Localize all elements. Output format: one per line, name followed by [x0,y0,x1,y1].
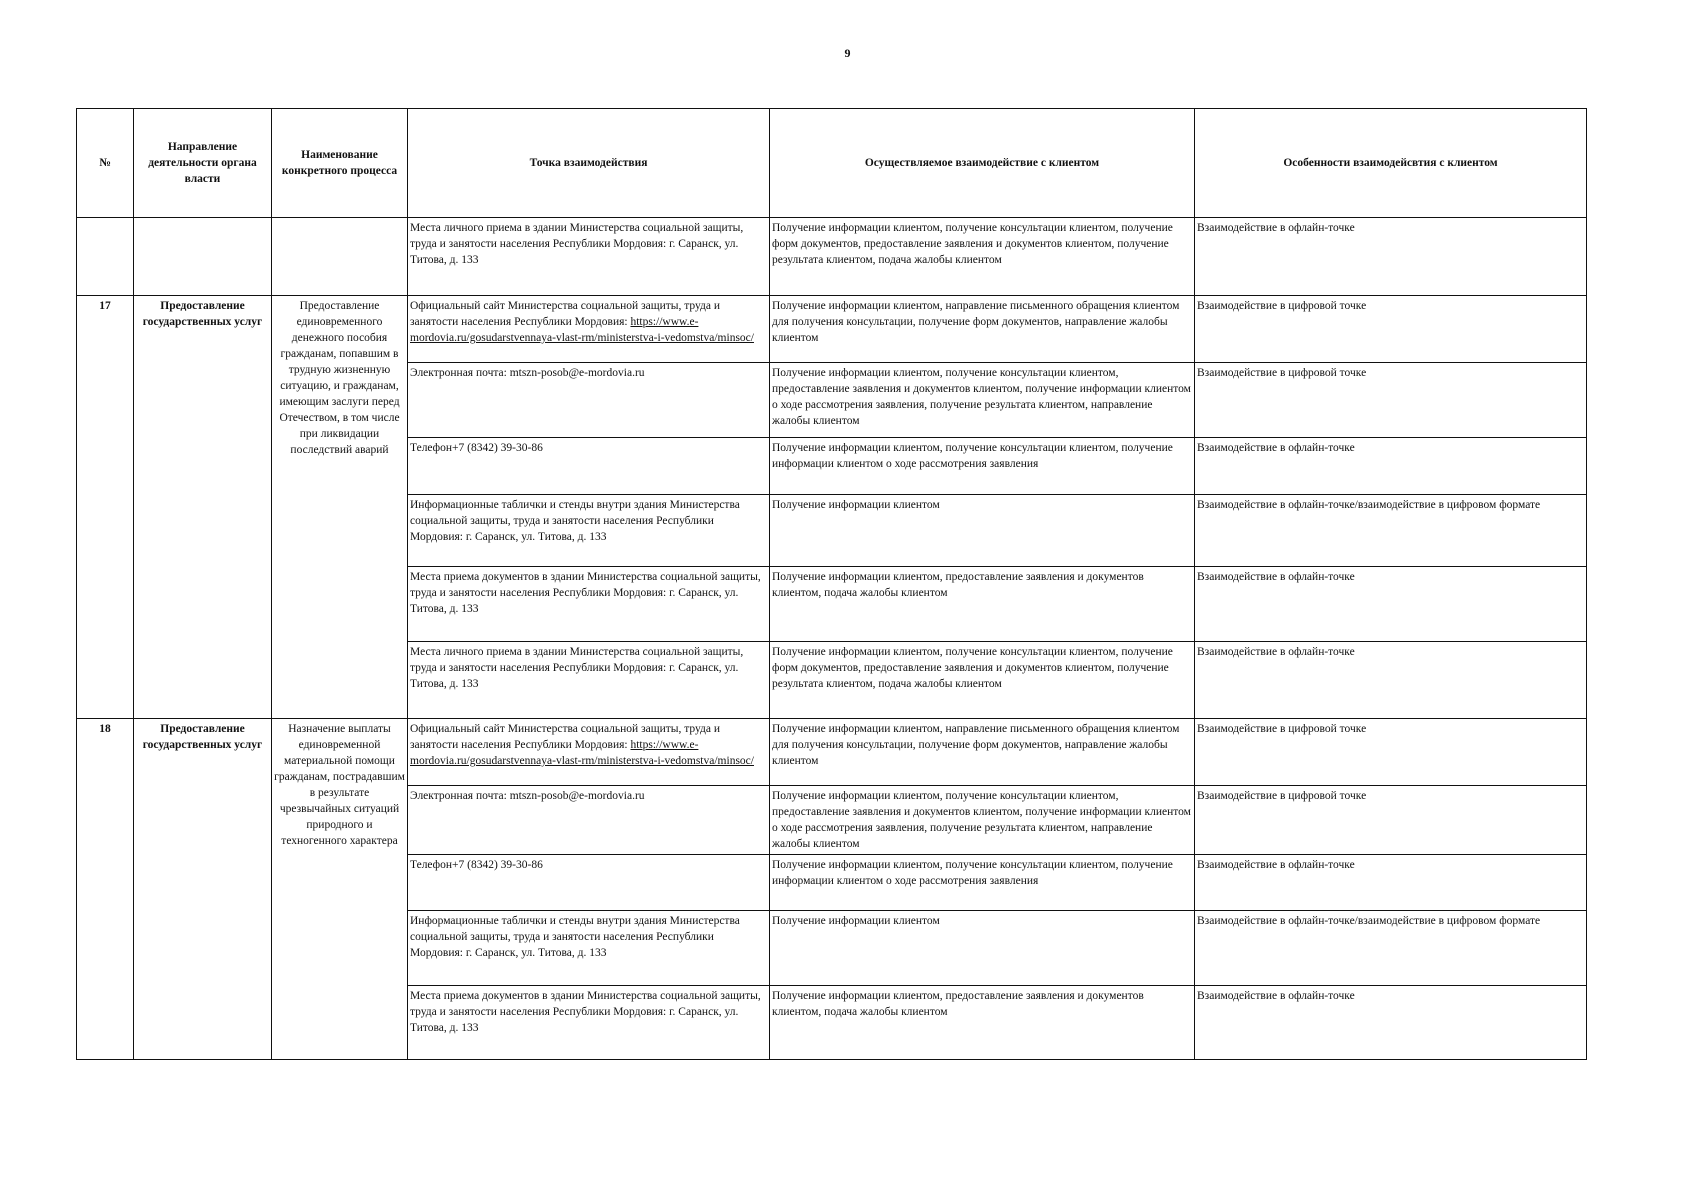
header-process: Наименование конкретного процесса [272,109,408,218]
cell-point: Информационные таблички и стенды внутри здания Министерства социальной защиты, труда и занятости населения Республики Мордовия: г. Саранск, ул. Титова, д. 133 [408,911,770,986]
row-number: 17 [77,296,134,719]
cell-interaction: Получение информации клиентом, направление письменного обращения клиентом для получения консультации, получение форм документов, направление жалобы клиентом [770,296,1195,363]
cell-point [408,296,770,363]
cell-features: Взаимодействие в офлайн-точке [1195,642,1587,719]
cell-no [77,218,134,296]
cell-features: Взаимодействие в офлайн-точке/взаимодействие в цифровом формате [1195,495,1587,567]
cell-interaction: Получение информации клиентом, получение консультации клиентом, получение информации клиентом о ходе рассмотрения заявления [770,855,1195,911]
website-link[interactable]: https://www.e-mordovia.ru/gosudarstvennaya-vlast-rm/ministerstva-i-vedomstva/minsoc/ [410,316,754,344]
cell-interaction: Получение информации клиентом, направление письменного обращения клиентом для получения консультации, получение форм документов, направление жалобы клиентом [770,719,1195,786]
cell-direction: Предоставление государственных услуг [134,719,272,1060]
cell-point: Электронная почта: mtszn-posob@e-mordovia.ru [408,786,770,855]
table-row [77,218,1587,296]
header-features: Особенности взаимодейсвтия с клиентом [1195,109,1587,218]
cell-interaction: Получение информации клиентом [770,911,1195,986]
cell-point [408,719,770,786]
cell-interaction: Получение информации клиентом, получение консультации клиентом, предоставление заявления и документов клиентом, получение информации клиентом о ходе рассмотрения заявления, получение результата клиентом, направление жалобы клиентом [770,363,1195,438]
cell-features: Взаимодействие в цифровой точке [1195,719,1587,786]
cell-direction [134,218,272,296]
point-text: Официальный сайт Министерства социальной защиты, труда и занятости населения Республики Мордовия: [410,723,721,751]
table-row [77,296,1587,363]
cell-interaction: Получение информации клиентом, предоставление заявления и документов клиентом, подача жалобы клиентом [770,567,1195,642]
cell-point: Места личного приема в здании Министерства социальной защиты, труда и занятости населения Республики Мордовия: г. Саранск, ул. Титова, д. 133 [408,642,770,719]
cell-features: Взаимодействие в офлайн-точке [1195,567,1587,642]
cell-point: Телефон+7 (8342) 39-30-86 [408,438,770,495]
header-no: № [77,109,134,218]
interaction-table [76,108,1587,1060]
cell-interaction: Получение информации клиентом, получение консультации клиентом, получение форм документов, предоставление заявления и документов клиентом, получение результата клиентом, подача жалобы клиентом [770,218,1195,296]
header-direction: Направление деятельности органа власти [134,109,272,218]
website-link[interactable]: https://www.e-mordovia.ru/gosudarstvennaya-vlast-rm/ministerstva-i-vedomstva/minsoc/ [410,739,754,767]
cell-features: Взаимодействие в цифровой точке [1195,786,1587,855]
cell-interaction: Получение информации клиентом, получение консультации клиентом, получение информации клиентом о ходе рассмотрения заявления [770,438,1195,495]
cell-point: Места приема документов в здании Министерства социальной защиты, труда и занятости населения Республики Мордовия: г. Саранск, ул. Титова, д. 133 [408,567,770,642]
cell-features: Взаимодействие в офлайн-точке [1195,438,1587,495]
cell-interaction: Получение информации клиентом, получение консультации клиентом, предоставление заявления и документов клиентом, получение информации клиентом о ходе рассмотрения заявления, получение результата клиентом, направление жалобы клиентом [770,786,1195,855]
table-header-row [77,109,1587,218]
cell-interaction: Получение информации клиентом, получение консультации клиентом, получение форм документов, предоставление заявления и документов клиентом, получение результата клиентом, подача жалобы клиентом [770,642,1195,719]
cell-features: Взаимодействие в цифровой точке [1195,296,1587,363]
cell-process: Предоставление единовременного денежного пособия гражданам, попавшим в трудную жизненную ситуацию, и гражданам, имеющим заслуги перед Отечеством, в том числе при ликвидации последствий аварий [272,296,408,719]
cell-point: Телефон+7 (8342) 39-30-86 [408,855,770,911]
cell-features: Взаимодействие в цифровой точке [1195,363,1587,438]
table-row [77,719,1587,786]
cell-point: Электронная почта: mtszn-posob@e-mordovia.ru [408,363,770,438]
point-text: Официальный сайт Министерства социальной защиты, труда и занятости населения Республики Мордовия: [410,300,721,328]
cell-interaction: Получение информации клиентом, предоставление заявления и документов клиентом, подача жалобы клиентом [770,986,1195,1060]
cell-point: Места приема документов в здании Министерства социальной защиты, труда и занятости населения Республики Мордовия: г. Саранск, ул. Титова, д. 133 [408,986,770,1060]
cell-point: Места личного приема в здании Министерства социальной защиты, труда и занятости населения Республики Мордовия: г. Саранск, ул. Титова, д. 133 [408,218,770,296]
cell-features: Взаимодействие в офлайн-точке [1195,986,1587,1060]
cell-point: Информационные таблички и стенды внутри здания Министерства социальной защиты, труда и занятости населения Республики Мордовия: г. Саранск, ул. Титова, д. 133 [408,495,770,567]
header-point: Точка взаимодействия [408,109,770,218]
page-number: 9 [844,46,851,60]
header-interaction: Осуществляемое взаимодействие с клиентом [770,109,1195,218]
cell-process: Назначение выплаты единовременной материальной помощи гражданам, пострадавшим в результате чрезвычайных ситуаций природного и техногенного характера [272,719,408,1060]
cell-features: Взаимодействие в офлайн-точке/взаимодействие в цифровом формате [1195,911,1587,986]
row-number: 18 [77,719,134,1060]
cell-features: Взаимодействие в офлайн-точке [1195,855,1587,911]
cell-process [272,218,408,296]
cell-interaction: Получение информации клиентом [770,495,1195,567]
cell-features: Взаимодействие в офлайн-точке [1195,218,1587,296]
cell-direction: Предоставление государственных услуг [134,296,272,719]
